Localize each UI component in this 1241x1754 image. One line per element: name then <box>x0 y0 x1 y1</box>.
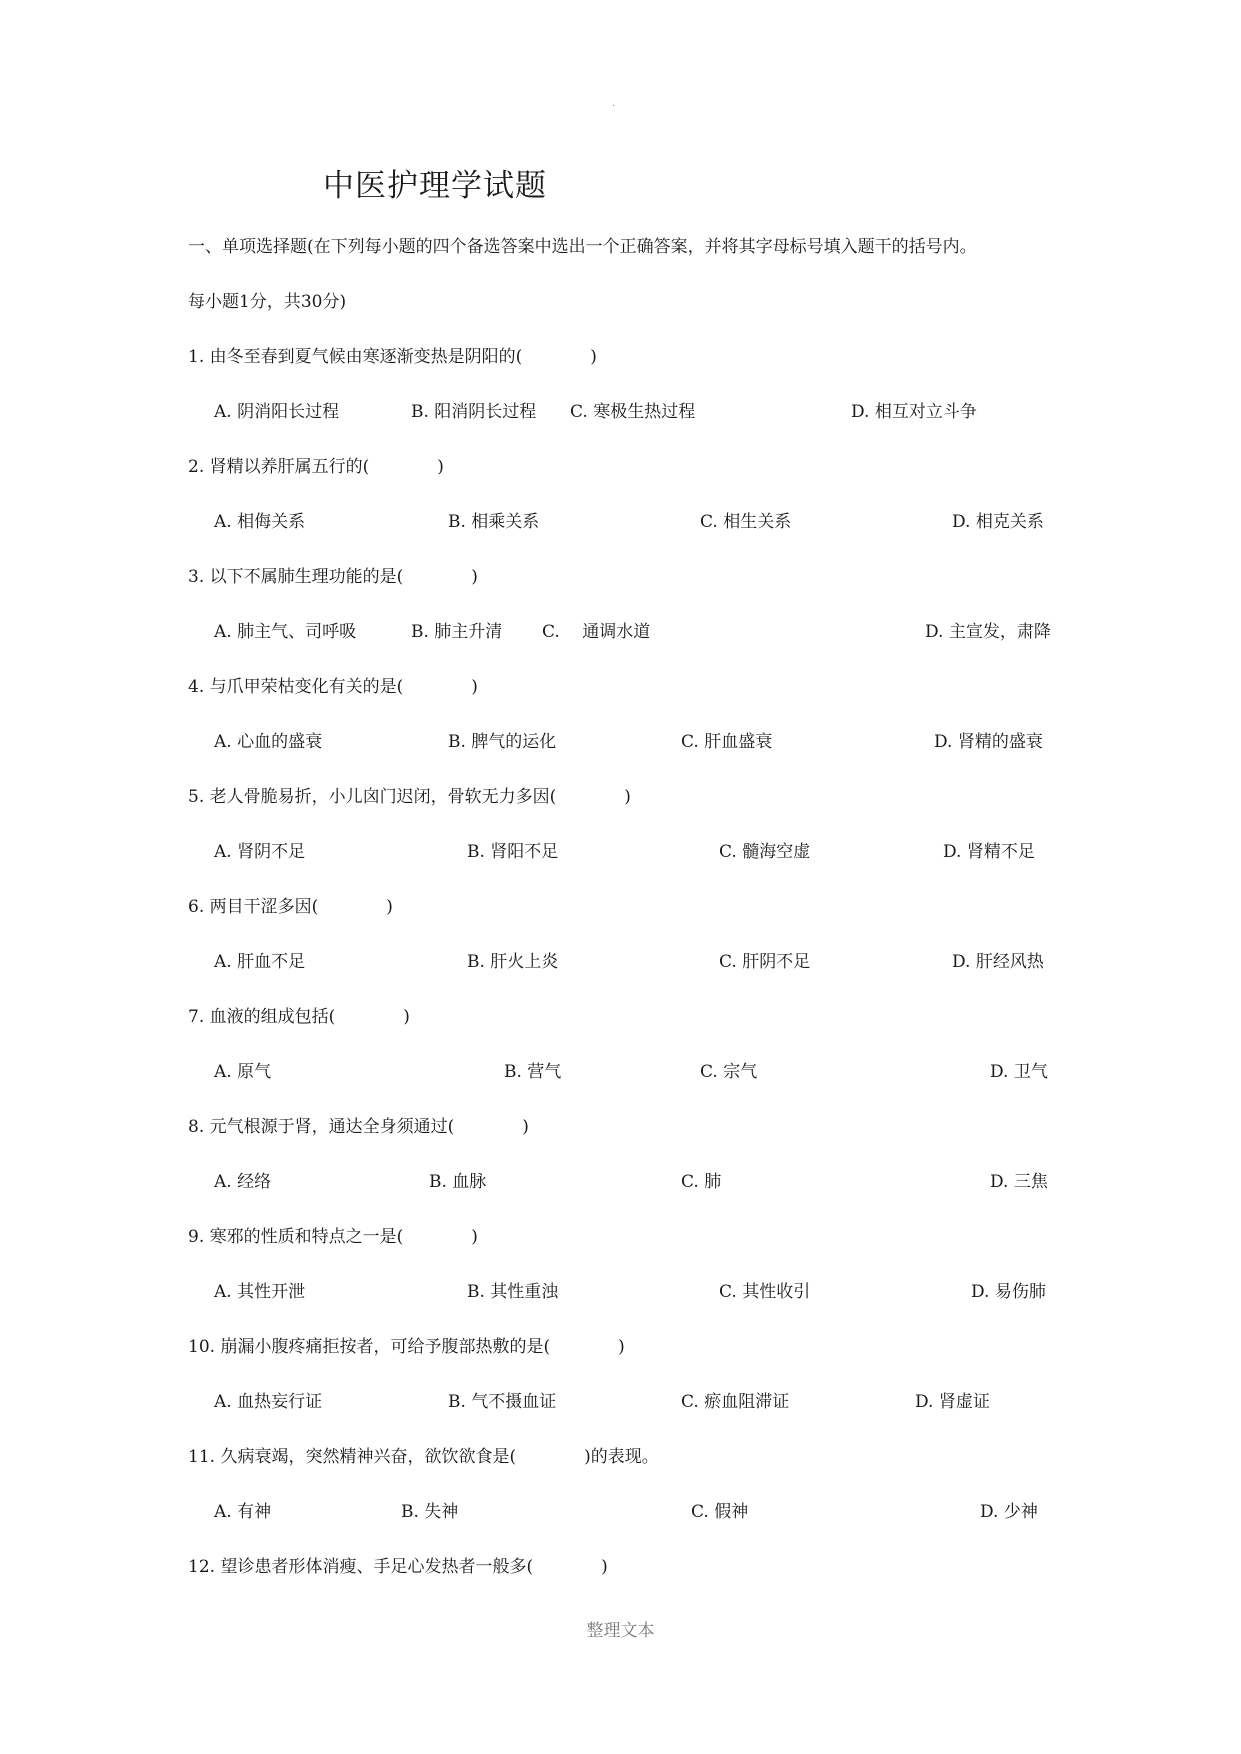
option-b: B. 肾阳不足 <box>467 842 559 862</box>
option-b: B. 肺主升清 <box>411 622 503 642</box>
question-stem: 3. 以下不属肺生理功能的是( ) <box>188 567 478 587</box>
question-stem: 1. 由冬至春到夏气候由寒逐渐变热是阴阳的( ) <box>188 347 597 367</box>
option-a: A. 原气 <box>214 1062 272 1082</box>
option-b: B. 脾气的运化 <box>448 732 557 752</box>
question-stem: 9. 寒邪的性质和特点之一是( ) <box>188 1227 478 1247</box>
option-d: D. 三焦 <box>990 1172 1048 1192</box>
option-d: D. 主宣发，肃降 <box>925 622 1051 642</box>
option-d: D. 卫气 <box>990 1062 1048 1082</box>
option-b: B. 气不摄血证 <box>448 1392 557 1412</box>
option-c: C. 其性收引 <box>719 1282 811 1302</box>
option-a: A. 阴消阳长过程 <box>214 402 340 422</box>
option-c: C. 瘀血阻滞证 <box>681 1392 790 1412</box>
question-stem: 6. 两目干涩多因( ) <box>188 897 393 917</box>
option-d: D. 肝经风热 <box>952 952 1044 972</box>
section-instructions-line2: 每小题1分，共30分) <box>188 292 347 312</box>
option-d: D. 肾虚证 <box>915 1392 990 1412</box>
option-c: C. 肝阴不足 <box>719 952 811 972</box>
option-a: A. 其性开泄 <box>214 1282 306 1302</box>
option-d: D. 肾精不足 <box>943 842 1035 862</box>
option-b: B. 相乘关系 <box>448 512 540 532</box>
question-stem: 8. 元气根源于肾，通达全身须通过( ) <box>188 1117 529 1137</box>
question-stem: 2. 肾精以养肝属五行的( ) <box>188 457 444 477</box>
option-a: A. 有神 <box>214 1502 272 1522</box>
option-b: B. 失神 <box>401 1502 459 1522</box>
option-a: A. 肝血不足 <box>214 952 306 972</box>
option-c: C. 肺 <box>681 1172 722 1192</box>
option-c: C. 假神 <box>691 1502 749 1522</box>
option-d: D. 肾精的盛衰 <box>934 732 1043 752</box>
option-d: D. 相互对立斗争 <box>851 402 977 422</box>
question-stem: 12. 望诊患者形体消瘦、手足心发热者一般多( ) <box>188 1557 608 1577</box>
option-c: C. 通调水道 <box>542 622 651 642</box>
option-a: A. 血热妄行证 <box>214 1392 323 1412</box>
option-b: B. 肝火上炎 <box>467 952 559 972</box>
option-d: D. 易伤肺 <box>971 1282 1046 1302</box>
option-c: C. 寒极生热过程 <box>570 402 696 422</box>
question-stem: 7. 血液的组成包括( ) <box>188 1007 410 1027</box>
page-footer: 整理文本 <box>586 1621 655 1641</box>
question-stem: 4. 与爪甲荣枯变化有关的是( ) <box>188 677 478 697</box>
question-stem: 10. 崩漏小腹疼痛拒按者，可给予腹部热敷的是( ) <box>188 1337 625 1357</box>
top-mark: . <box>612 98 616 109</box>
question-stem: 5. 老人骨脆易折，小儿囟门迟闭，骨软无力多因( ) <box>188 787 631 807</box>
option-d: D. 少神 <box>980 1502 1038 1522</box>
section-instructions-line1: 一、单项选择题(在下列每小题的四个备选答案中选出一个正确答案，并将其字母标号填入题干的括号内。 <box>188 237 977 257</box>
page-title: 中医护理学试题 <box>323 168 547 204</box>
option-c: C. 髓海空虚 <box>719 842 811 862</box>
option-a: A. 肾阴不足 <box>214 842 306 862</box>
option-b: B. 阳消阴长过程 <box>411 402 537 422</box>
option-b: B. 血脉 <box>429 1172 487 1192</box>
option-a: A. 心血的盛衰 <box>214 732 323 752</box>
question-stem: 11. 久病衰竭，突然精神兴奋，欲饮欲食是( )的表现。 <box>188 1447 659 1467</box>
option-d: D. 相克关系 <box>952 512 1044 532</box>
option-a: A. 肺主气、司呼吸 <box>214 622 357 642</box>
option-a: A. 相侮关系 <box>214 512 306 532</box>
option-a: A. 经络 <box>214 1172 272 1192</box>
option-c: C. 相生关系 <box>700 512 792 532</box>
option-b: B. 营气 <box>504 1062 562 1082</box>
option-c: C. 肝血盛衰 <box>681 732 773 752</box>
option-c: C. 宗气 <box>700 1062 758 1082</box>
option-b: B. 其性重浊 <box>467 1282 559 1302</box>
